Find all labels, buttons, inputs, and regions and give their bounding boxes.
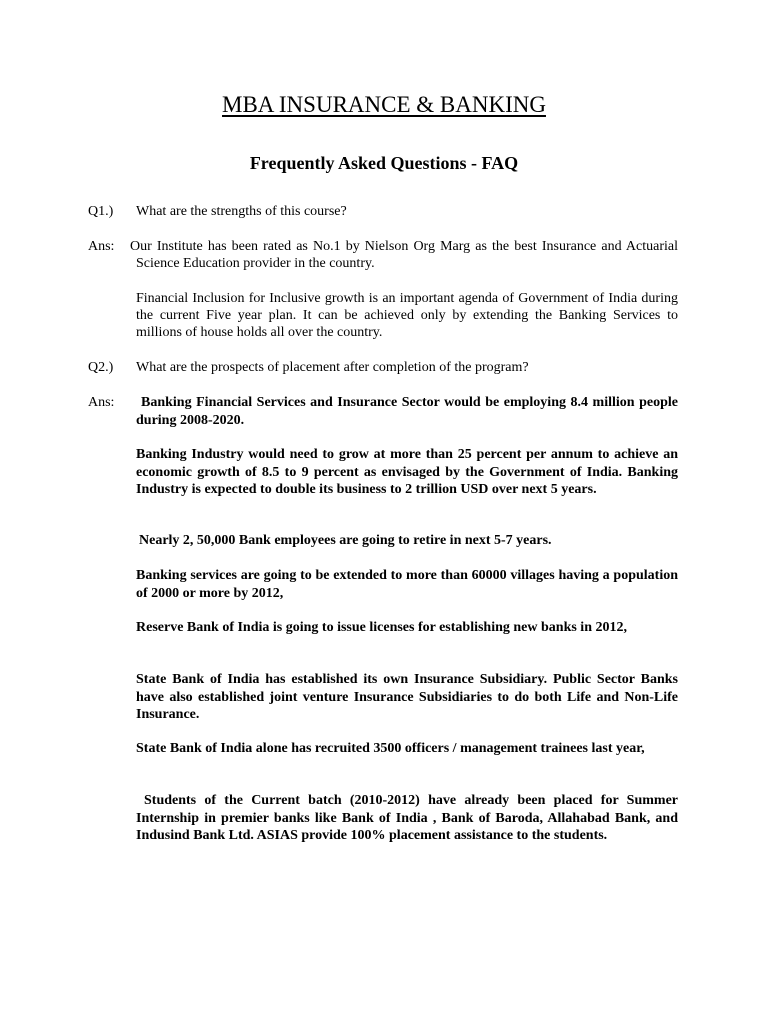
question-1-label: Q1.)	[88, 204, 114, 219]
document-title: MBA INSURANCE & BANKING	[222, 92, 546, 117]
question-1-text: What are the strengths of this course?	[136, 204, 347, 219]
answer-2-point-2: Banking Industry would need to grow at more than 25 percent per annum to achieve an economic growth of 8.5 to 9 percent as envisaged by the Government of India. Banking Industry is expected to double its business to 2 trillion USD over next 5 years.	[136, 447, 678, 497]
document-subtitle: Frequently Asked Questions - FAQ	[249, 153, 519, 173]
answer-2-point-4: Banking services are going to be extended to more than 60000 villages having a population of 2000 or more by 2012,	[136, 568, 678, 601]
answer-2-point-6: State Bank of India has established its own Insurance Subsidiary. Public Sector Banks have also established joint venture Insurance Subsidiaries to do both Life and Non-Life Insurance.	[136, 672, 678, 722]
answer-2-point-8: Students of the Current batch (2010-2012) have already been placed for Summer Internship in premier banks like Bank of India , Bank of Baroda, Allahabad Bank, and Indusind Bank Ltd. ASIAS provide 100% placement assistance to the students.	[136, 793, 678, 843]
answer-2-point-3: Nearly 2, 50,000 Bank employees are going to retire in next 5-7 years.	[139, 533, 552, 548]
answer-2-label: Ans:	[88, 395, 115, 410]
answer-2-point-5: Reserve Bank of India is going to issue licenses for establishing new banks in 2012,	[136, 620, 627, 635]
answer-1-paragraph-1: Our Institute has been rated as No.1 by Nielson Org Marg as the best Insurance and Actuarial Science Education provider in the country.	[130, 239, 678, 271]
answer-2-point-1: Banking Financial Services and Insurance Sector would be employing 8.4 million people during 2008-2020.	[136, 395, 678, 428]
question-2-text: What are the prospects of placement after completion of the program?	[136, 360, 529, 375]
answer-2-point-7: State Bank of India alone has recruited 3500 officers / management trainees last year,	[136, 741, 645, 756]
answer-1-label: Ans:	[88, 239, 115, 254]
question-2-label: Q2.)	[88, 360, 114, 375]
answer-1-paragraph-2: Financial Inclusion for Inclusive growth is an important agenda of Government of India during the current Five year plan. It can be achieved only by extending the Banking Services to millions of house holds all over the country.	[136, 291, 678, 340]
